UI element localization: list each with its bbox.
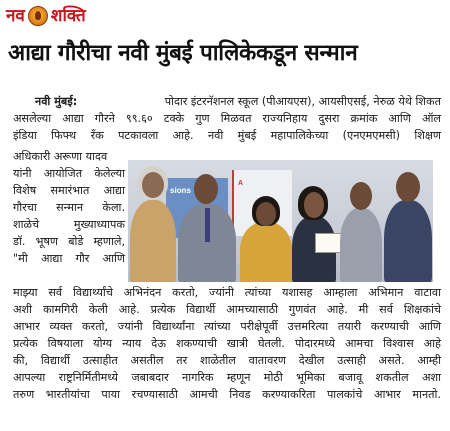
dateline: नवी मुंबई:	[35, 95, 78, 108]
person-2-head	[194, 174, 218, 204]
article-line: डॉ. भूषण बोडे म्हणाले,	[13, 235, 125, 248]
masthead	[6, 4, 86, 28]
person-4-head	[304, 192, 324, 218]
brand-right: शक्ति	[50, 6, 86, 26]
article-line: तरुण भारतीयांचा पाया रचण्यासाठी आमची निवड करण्याकरिता पालकांचे आभार मानतो.	[13, 388, 441, 401]
article-line: आभार व्यक्त करतो, ज्यांनी विद्यार्थ्यांना त्यांच्या परीक्षेपूर्वी उत्तमरित्या तयारी करण्याची आणि	[13, 320, 441, 333]
person-3-head	[256, 202, 276, 226]
article-line: "मी आद्या गौर आणि	[13, 252, 125, 265]
person-5	[340, 208, 382, 282]
article-line-first	[13, 93, 441, 110]
article-line: पोदार इंटरनॅशनल स्कूल (पीआयएस), आयसीएसई, नेरुळ येथे शिकत	[164, 95, 441, 108]
person-6	[384, 200, 432, 282]
article-line: असलेल्या आद्या गौरने ९९.६० टक्के गुण मिळवत राज्यनिहाय दुसरा क्रमांक आणि ऑल	[13, 112, 441, 125]
certificate	[315, 233, 343, 253]
ceremony-photo	[128, 160, 433, 282]
article-line: गौरचा सन्मान केला.	[13, 201, 125, 214]
person-5-head	[350, 182, 372, 210]
article-line: प्रत्येक विषयाला योग्य न्याय देऊ शकण्याची खात्री घेतली. पोदारमध्ये आमचा विश्वास आहे	[13, 337, 441, 350]
article-line: विशेष समारंभात आद्या	[13, 184, 125, 197]
article-line: शाळेचे मुख्याध्यापक	[13, 218, 125, 231]
article-line: इंडिया फिफ्थ रँक पटकावला आहे. नवी मुंबई महापालिकेच्या (एनएमएमसी) शिक्षण	[13, 129, 441, 142]
photo-banner-right-text: A	[238, 180, 244, 187]
article-line: अधिकारी अरूणा यादव	[13, 150, 108, 163]
brand-emblem-icon	[28, 6, 48, 26]
person-1	[130, 200, 176, 282]
article-line: आपल्या राष्ट्रनिर्मितीमध्ये जबाबदार नागरिक म्हणून मोठी भूमिका बजावू शकतील अशा	[13, 371, 441, 384]
person-6-head	[396, 172, 420, 202]
article-line: यांनी आयोजित केलेल्या	[13, 167, 125, 180]
headline: आद्या गौरीचा नवी मुंबई पालिकेकडून सन्मान	[8, 40, 358, 66]
article-line: माझ्या सर्व विद्यार्थ्यांचे अभिनंदन करतो, ज्यांनी त्यांच्या यशासह आम्हाला अभिमान वाटावा	[13, 286, 441, 299]
photo-banner-text: sions	[170, 186, 191, 195]
article-line: की, विद्यार्थी उत्साहीत असतील तर शाळेतील वातावरण देखील उत्साही असते. आम्ही	[13, 354, 441, 367]
person-2-tie	[205, 208, 210, 242]
brand-left: नव	[6, 6, 25, 26]
person-3	[240, 222, 292, 282]
person-1-head	[142, 172, 164, 198]
article-line: अशी कामगिरी केली आहे. प्रत्येक विद्यार्थी आमच्यासाठी गुणवंत आहे. मी सर्व शिक्षकांचे	[13, 303, 441, 316]
